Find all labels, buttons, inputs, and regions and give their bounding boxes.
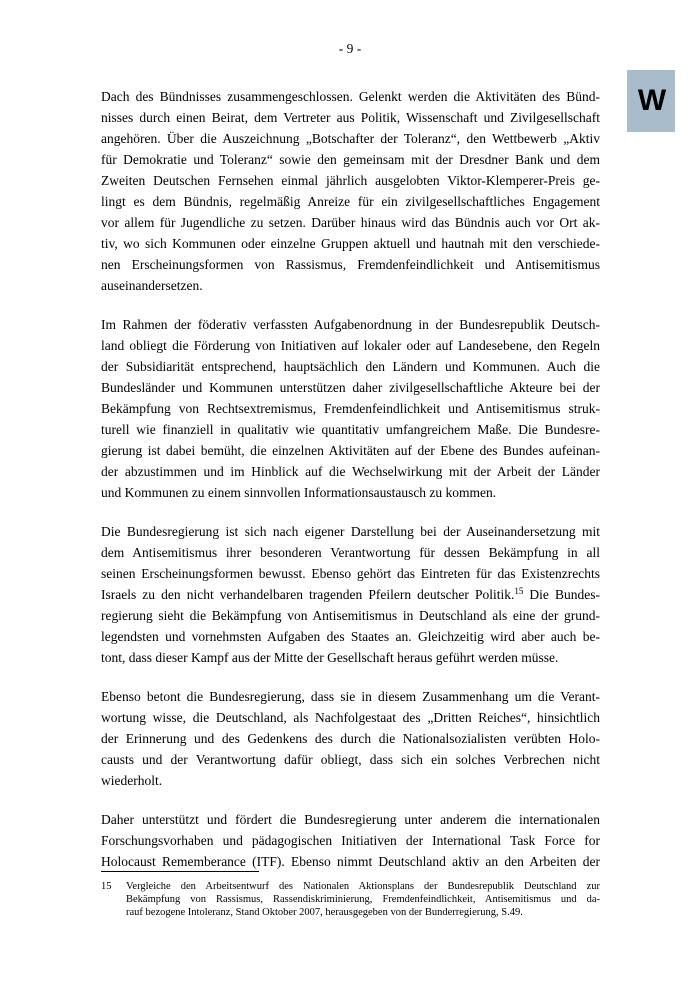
footnote-line: Vergleiche den Arbeitsentwurf des Nationalen Aktionsplans der Bundesrepublik Deutschland zur	[126, 881, 600, 892]
text-line: wortung wisse, die Deutschland, als Nachfolgestaat des „Dritten Reiches“, hinsichtlich	[101, 710, 600, 725]
text-line: legendsten und vornehmsten Aufgaben des Staates an. Gleichzeitig wird aber auch be-	[101, 629, 600, 644]
text-line: lingt es dem Bündnis, regelmäßig Anreize für ein zivilgesellschaftliches Engagement	[101, 194, 600, 209]
footnote-separator	[101, 871, 259, 872]
text-line: nen Erscheinungsformen von Rassismus, Fremdenfeindlichkeit und Antisemitismus	[101, 257, 600, 272]
text-line: Dach des Bündnisses zusammengeschlossen. Gelenkt werden die Aktivitäten des Bünd-	[101, 89, 600, 104]
footnote	[101, 880, 600, 919]
text-line: angehören. Über die Auszeichnung „Botschafter der Toleranz“, den Wettbewerb „Aktiv	[101, 131, 600, 146]
footnote-reference[interactable]: 15	[514, 586, 524, 596]
text-line: Daher unterstützt und fördert die Bundesregierung unter anderem die internationalen	[101, 812, 600, 827]
text-line: tiv, wo sich Kommunen oder einzelne Gruppen aktuell und hautnah mit den verschiede-	[101, 236, 600, 251]
text-line: Die Bundesregierung ist sich nach eigener Darstellung bei der Auseinandersetzung mit	[101, 524, 600, 539]
text-line: dem Antisemitismus ihrer besonderen Verantwortung für dessen Bekämpfung in all	[101, 545, 600, 560]
text-line: Ebenso betont die Bundesregierung, dass sie in diesem Zusammenhang um die Verant-	[101, 689, 600, 704]
text-segment: Die Bundes-	[523, 587, 600, 602]
footnote-text	[126, 880, 600, 919]
text-line: der Subsidiarität entsprechend, hauptsächlich den Ländern und Kommunen. Auch die	[101, 359, 600, 374]
section-badge: W	[627, 70, 675, 132]
text-line-with-footnote	[101, 584, 600, 605]
footnote-line: Bekämpfung von Rassismus, Rassendiskriminierung, Fremdenfeindlichkeit, Antisemitismus und da-	[126, 894, 600, 905]
body-text	[101, 86, 600, 890]
text-line: Bundesländer und Kommunen unterstützen daher zivilgesellschaftliche Akteure bei der	[101, 380, 600, 395]
text-line: gierung ist dabei bemüht, die einzelnen Aktivitäten auf der Ebene des Bundes aufeinan-	[101, 443, 600, 458]
text-line: turell wie finanziell in qualitativ wie quantitativ umfangreichem Maße. Die Bundesre-	[101, 422, 600, 437]
text-line: der Erinnerung und des Gedenkens des durch die Nationalsozialisten verübten Holo-	[101, 731, 600, 746]
page-number: - 9 -	[338, 41, 362, 56]
paragraph-1	[101, 86, 600, 296]
text-line: tont, dass dieser Kampf aus der Mitte der Gesellschaft heraus geführt werden müsse.	[101, 650, 559, 665]
text-line: Forschungsvorhaben und pädagogischen Initiativen der International Task Force for	[101, 833, 600, 848]
text-line: causts und der Verantwortung dafür obliegt, dass sich ein solches Verbrechen nicht	[101, 752, 600, 767]
text-line: auseinandersetzen.	[101, 278, 203, 293]
text-line: Im Rahmen der föderativ verfassten Aufgabenordnung in der Bundesrepublik Deutsch-	[101, 317, 600, 332]
text-line: nisses durch einen Beirat, dem Vertreter aus Politik, Wissenschaft und Zivilgesellschaft	[101, 110, 600, 125]
text-line: Bekämpfung von Rechtsextremismus, Fremdenfeindlichkeit und Antisemitismus struk-	[101, 401, 600, 416]
text-line: und Kommunen zu einem sinnvollen Informationsaustausch zu kommen.	[101, 485, 497, 500]
text-line: regierung sieht die Bekämpfung von Antisemitismus in Deutschland als eine der grund-	[101, 608, 600, 623]
text-line: land obliegt die Förderung von Initiativen auf lokaler oder auf Landesebene, den Regeln	[101, 338, 600, 353]
text-line: seinen Erscheinungsformen bewusst. Ebenso gehört das Eintreten für das Existenzrechts	[101, 566, 600, 581]
text-line: Holocaust Rememberance (ITF). Ebenso nimmt Deutschland aktiv an den Arbeiten der	[101, 854, 600, 869]
paragraph-5	[101, 809, 600, 872]
text-line: wiederholt.	[101, 773, 163, 788]
paragraph-2	[101, 314, 600, 503]
footnote-number: 15	[101, 881, 112, 892]
paragraph-3	[101, 521, 600, 668]
text-segment: Israels zu den nicht verhandelbaren tragenden Pfeilern deutscher Politik.	[101, 587, 515, 602]
footnote-line: rauf bezogene Intoleranz, Stand Oktober 2007, herausgegeben von der Bunderregierung, S.49.	[126, 907, 523, 918]
text-line: Zweiten Deutschen Fernsehen einmal jährlich ausgelobten Viktor-Klemperer-Preis ge-	[101, 173, 600, 188]
text-line: vor allem für Jugendliche zu setzen. Darüber hinaus wird das Bündnis auch vor Ort ak-	[101, 215, 600, 230]
text-line: für Demokratie und Toleranz“ sowie den gemeinsam mit der Dresdner Bank und dem	[101, 152, 600, 167]
text-line: der abzustimmen und im Hinblick auf die Wechselwirkung mit der Arbeit der Länder	[101, 464, 600, 479]
paragraph-4	[101, 686, 600, 791]
